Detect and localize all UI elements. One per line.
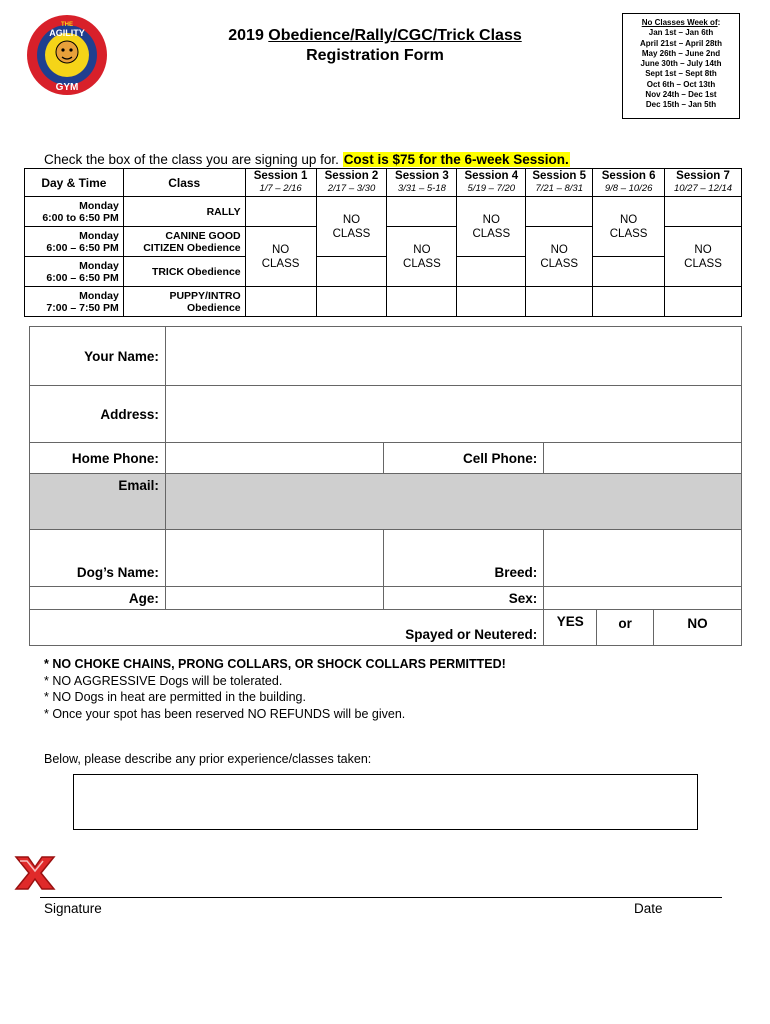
no-class-week: Jan 1st – Jan 6th	[648, 28, 714, 38]
checkbox-cell[interactable]	[526, 287, 593, 317]
no-classes-box	[622, 13, 740, 119]
no-class-cell: NO CLASS	[387, 227, 457, 287]
no-classes-colon: :	[717, 18, 721, 27]
checkbox-cell[interactable]	[593, 257, 665, 287]
no-class-week: April 21st – April 28th	[640, 38, 722, 48]
logo-text-top: THE	[61, 22, 73, 28]
row-class-rally: RALLY	[123, 197, 245, 227]
spayed-no-option[interactable]: NO	[654, 610, 742, 646]
rule-item: * NO Dogs in heat are permitted in the building.	[44, 690, 306, 704]
form-title	[175, 26, 575, 66]
checkbox-cell[interactable]	[245, 287, 316, 317]
age-field[interactable]	[165, 587, 384, 610]
row-time: Monday 6:00 – 6:50 PM	[25, 257, 124, 287]
session-header-5: Session 5 7/21 – 8/31	[526, 169, 593, 197]
no-class-week: Oct 6th – Oct 13th	[646, 79, 716, 89]
no-class-cell: NO CLASS	[526, 227, 593, 287]
experience-prompt: Below, please describe any prior experience/classes taken:	[44, 752, 372, 766]
checkbox-cell[interactable]	[387, 197, 457, 227]
breed-field[interactable]	[544, 530, 742, 587]
title-classes: Obedience/Rally/CGC/Trick Class	[268, 27, 522, 44]
checkbox-cell[interactable]	[526, 197, 593, 227]
spayed-yes-option[interactable]: YES	[544, 610, 597, 646]
header-day-time: Day & Time	[25, 169, 124, 197]
address-label: Address:	[30, 386, 166, 443]
session-header-7: Session 7 10/27 – 12/14	[665, 169, 742, 197]
checkbox-cell[interactable]	[245, 197, 316, 227]
checkbox-cell[interactable]	[665, 287, 742, 317]
age-label: Age:	[30, 587, 166, 610]
row-class-trick: TRICK Obedience	[123, 257, 245, 287]
sex-label: Sex:	[384, 587, 544, 610]
logo-text-agility: AGILITY	[49, 28, 85, 38]
row-class-puppy: PUPPY/INTRO Obedience	[123, 287, 245, 317]
session-header-1: Session 1 1/7 – 2/16	[245, 169, 316, 197]
cell-phone-label: Cell Phone:	[384, 443, 544, 474]
cost-highlight: Cost is $75 for the 6-week Session.	[343, 152, 569, 167]
no-class-week: May 26th – June 2nd	[641, 48, 721, 58]
your-name-label: Your Name:	[30, 327, 166, 386]
checkbox-cell[interactable]	[387, 287, 457, 317]
agility-gym-logo	[26, 14, 108, 96]
rule-item: * NO CHOKE CHAINS, PRONG COLLARS, OR SHOCK COLLARS PERMITTED!	[44, 657, 506, 671]
session-header-3: Session 3 3/31 – 5-18	[387, 169, 457, 197]
breed-label: Breed:	[384, 530, 544, 587]
cell-phone-field[interactable]	[544, 443, 742, 474]
dogs-name-field[interactable]	[165, 530, 384, 587]
no-class-cell: NO CLASS	[593, 197, 665, 257]
title-year: 2019	[228, 27, 269, 44]
row-time: Monday 6:00 – 6:50 PM	[25, 227, 124, 257]
no-class-week: June 30th – July 14th	[640, 59, 722, 69]
no-class-cell: NO CLASS	[457, 197, 526, 257]
experience-textbox[interactable]	[73, 774, 698, 830]
rule-item: * NO AGGRESSIVE Dogs will be tolerated.	[44, 673, 283, 688]
no-class-week: Dec 15th – Jan 5th	[645, 100, 717, 110]
logo-text-gym: GYM	[55, 82, 79, 93]
checkbox-cell[interactable]	[665, 197, 742, 227]
session-header-4: Session 4 5/19 – 7/20	[457, 169, 526, 197]
schedule-table	[24, 168, 742, 317]
no-class-week: Sept 1st – Sept 8th	[645, 69, 717, 79]
date-label: Date	[634, 901, 663, 916]
dogs-name-label: Dog’s Name:	[30, 530, 166, 587]
title-subtitle: Registration Form	[306, 47, 444, 64]
checkbox-cell[interactable]	[593, 287, 665, 317]
spayed-or-text: or	[597, 610, 654, 646]
instruction-line	[44, 152, 570, 167]
row-time: Monday 7:00 – 7:50 PM	[25, 287, 124, 317]
rule-item: * Once your spot has been reserved NO REFUNDS will be given.	[44, 706, 406, 721]
checkbox-cell[interactable]	[457, 257, 526, 287]
your-name-field[interactable]	[165, 327, 741, 386]
home-phone-field[interactable]	[165, 443, 384, 474]
no-classes-heading: No Classes Week of	[641, 18, 718, 27]
address-field[interactable]	[165, 386, 741, 443]
row-time: Monday 6:00 to 6:50 PM	[25, 197, 124, 227]
sex-field[interactable]	[544, 587, 742, 610]
no-class-cell: NO CLASS	[665, 227, 742, 287]
home-phone-label: Home Phone:	[30, 443, 166, 474]
email-field[interactable]	[165, 474, 741, 530]
session-header-6: Session 6 9/8 – 10/26	[593, 169, 665, 197]
email-label: Email:	[30, 474, 166, 530]
sign-here-x-icon	[12, 853, 58, 893]
no-class-cell: NO CLASS	[316, 197, 387, 257]
header-class: Class	[123, 169, 245, 197]
signature-label: Signature	[44, 901, 102, 916]
checkbox-cell[interactable]	[457, 287, 526, 317]
checkbox-cell[interactable]	[316, 257, 387, 287]
signature-line[interactable]	[40, 897, 722, 898]
row-class-cgc: CANINE GOOD CITIZEN Obedience	[123, 227, 245, 257]
spayed-label: Spayed or Neutered:	[30, 610, 544, 646]
no-class-week: Nov 24th – Dec 1st	[645, 90, 717, 100]
registration-form	[29, 326, 742, 646]
session-header-2: Session 2 2/17 – 3/30	[316, 169, 387, 197]
rules-list	[44, 656, 506, 722]
no-class-cell: NO CLASS	[245, 227, 316, 287]
checkbox-cell[interactable]	[316, 287, 387, 317]
instruction-text: Check the box of the class you are signing up for.	[44, 152, 343, 167]
